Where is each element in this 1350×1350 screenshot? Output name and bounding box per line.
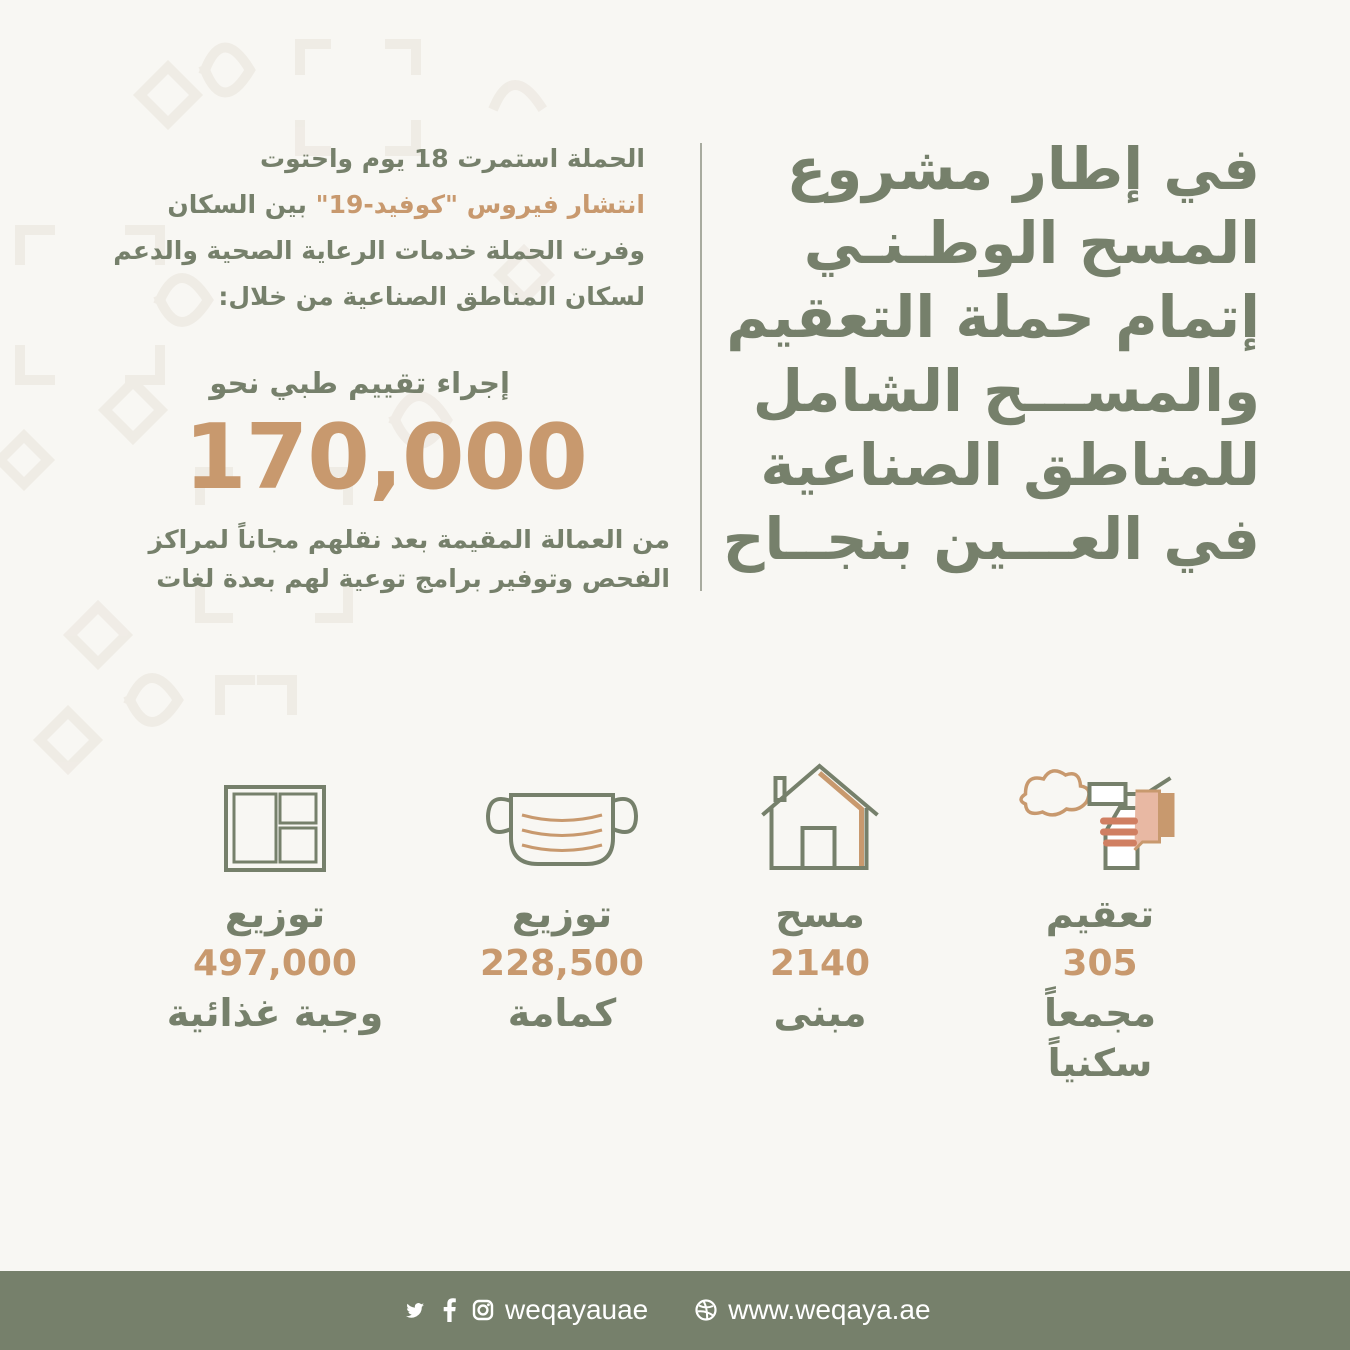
stat-value: 305 xyxy=(1062,943,1138,984)
headline-line-5: للمناطق الصناعية xyxy=(760,431,1260,499)
headline-line-2: المسح الوطـنـي xyxy=(803,209,1260,277)
facebook-icon[interactable] xyxy=(437,1298,461,1322)
stat-unit-line-2: سكنياً xyxy=(1047,1041,1153,1085)
twitter-icon[interactable] xyxy=(403,1298,427,1322)
meal-box-icon xyxy=(221,760,329,872)
headline-line-4: والمســـح الشامل xyxy=(752,357,1260,425)
stat-unit: وجبة غذائية xyxy=(166,991,384,1035)
stat-value: 497,000 xyxy=(193,943,357,984)
campaign-info-line-4: لسكان المناطق الصناعية من خلال: xyxy=(218,282,645,311)
medical-assessment-detail xyxy=(55,520,670,598)
stat-action: توزيع xyxy=(511,892,613,936)
medical-assessment-detail-line-2: الفحص وتوفير برامج توعية لهم بعدة لغات xyxy=(156,564,670,593)
covid-highlight: انتشار فيروس "كوفيد-19" xyxy=(315,190,645,219)
stat-fumigation xyxy=(975,760,1225,1100)
headline-line-6: في العـــين بنجــاح xyxy=(722,505,1260,573)
headline-line-1: في إطار مشروع xyxy=(786,135,1260,203)
stat-meals xyxy=(150,760,400,1100)
stat-value: 2140 xyxy=(769,943,871,984)
stat-action: مسح xyxy=(775,892,865,936)
headline-line-3: إتمام حملة التعقيم xyxy=(726,283,1260,351)
social-handle[interactable]: weqayauae xyxy=(505,1294,649,1325)
headline xyxy=(722,132,1260,576)
stat-value: 228,500 xyxy=(480,943,644,984)
medical-assessment-label: إجراء تقييم طبي نحو xyxy=(209,366,510,400)
website-link[interactable]: www.weqaya.ae xyxy=(728,1294,931,1325)
footer-bar xyxy=(0,1271,1350,1350)
spray-bottle-icon xyxy=(1018,760,1183,870)
footer-links xyxy=(403,1290,931,1330)
medical-assessment-value: 170,000 xyxy=(184,405,587,510)
stat-survey-text xyxy=(695,888,945,1038)
stat-masks-text xyxy=(437,888,687,1038)
stat-fumigation-text xyxy=(975,888,1225,1088)
campaign-info-line-3: وفرت الحملة خدمات الرعاية الصحية والدعم xyxy=(113,236,645,265)
campaign-info-line-1: الحملة استمرت 18 يوم واحتوت xyxy=(259,144,645,173)
campaign-info-line-2-rest: بين السكان xyxy=(167,190,316,219)
stat-action: تعقيم xyxy=(1045,892,1155,936)
face-mask-icon xyxy=(482,760,642,875)
stat-unit: مبنى xyxy=(773,991,867,1035)
stat-action: توزيع xyxy=(224,892,326,936)
stat-masks xyxy=(437,760,687,1100)
stat-meals-text xyxy=(150,888,400,1038)
campaign-info xyxy=(60,136,645,320)
campaign-info-line-2 xyxy=(60,182,645,228)
stat-unit: كمامة xyxy=(507,991,617,1035)
vertical-divider xyxy=(700,143,702,591)
instagram-icon[interactable] xyxy=(471,1298,495,1322)
medical-assessment-detail-line-1: من العمالة المقيمة بعد نقلهم مجاناً لمراكز xyxy=(148,525,670,554)
web-icon[interactable] xyxy=(694,1298,718,1322)
stat-unit: مجمعاً xyxy=(1043,991,1157,1035)
house-icon xyxy=(758,760,883,875)
stat-survey xyxy=(695,760,945,1100)
